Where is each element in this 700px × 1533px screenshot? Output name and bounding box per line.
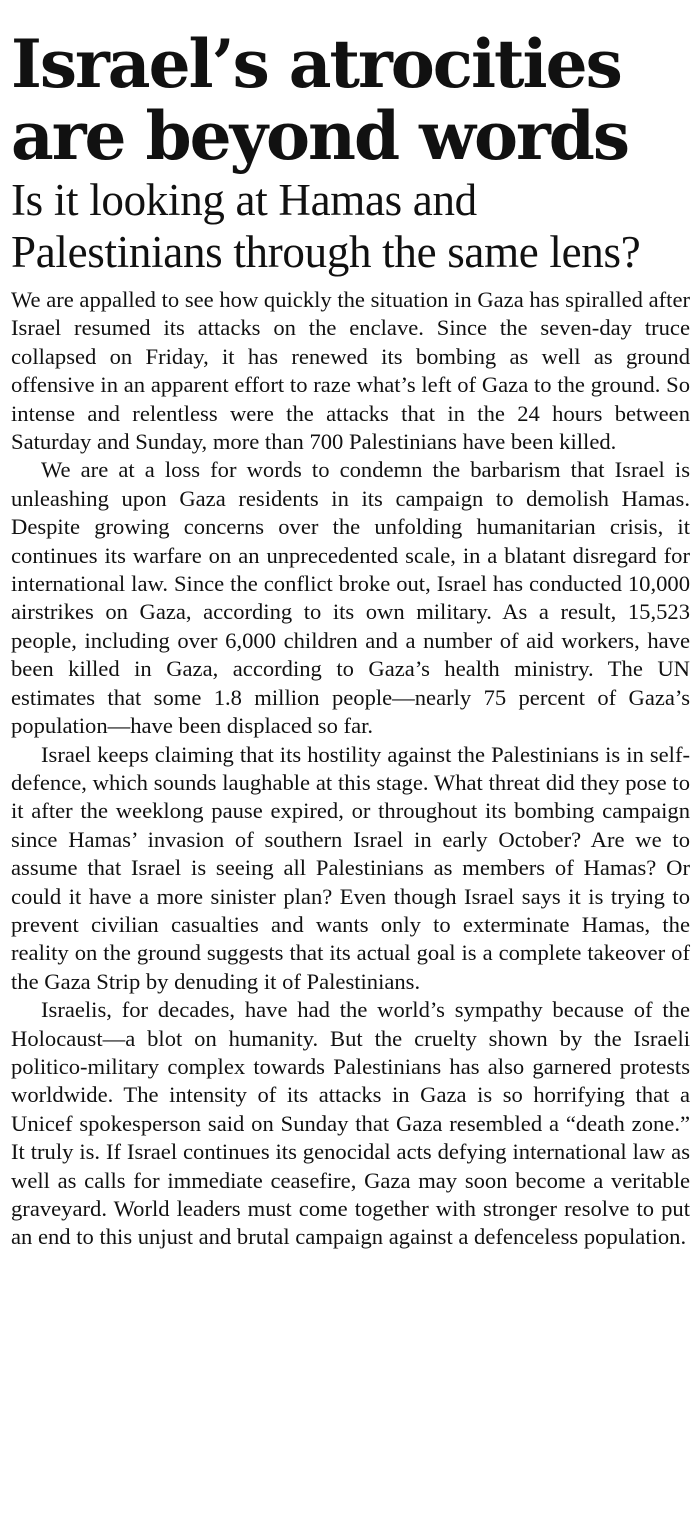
article-body	[11, 286, 690, 1252]
headline: Israel’s atrocities are beyond words	[11, 25, 629, 175]
paragraph-4: Israelis, for decades, have had the world’s sympathy because of the Holocaust—a blot on humanity. But the cruelty shown by the Israeli politico-military complex towards Palestinians has also garnered protests worldwide. The intensity of its attacks in Gaza is so horrifying that a Unicef spokesperson said on Sunday that Gaza resembled a “death zone.” It truly is. If Israel continues its genocidal acts defying international law as well as calls for immediate ceasefire, Gaza may soon become a veritable graveyard. World leaders must come together with stronger resolve to put an end to this unjust and brutal campaign against a defenceless population.	[11, 997, 690, 1250]
paragraph-3: Israel keeps claiming that its hostility against the Palestinians is in self-defence, which sounds laughable at this stage. What threat did they pose to it after the weeklong pause expired, or throughout its bombing campaign since Hamas’ invasion of southern Israel in early October? Are we to assume that Israel is seeing all Palestinians as members of Hamas? Or could it have a more sinister plan? Even though Israel says it is trying to prevent civilian casualties and wants only to exterminate Hamas, the reality on the ground suggests that its actual goal is a complete takeover of the Gaza Strip by denuding it of Palestinians.	[11, 741, 690, 994]
paragraph-2: We are at a loss for words to condemn the barbarism that Israel is unleashing upon Gaza residents in its campaign to demolish Hamas. Despite growing concerns over the unfolding humanitarian crisis, it continues its warfare on an unprecedented scale, in a blatant disregard for international law. Since the conflict broke out, Israel has conducted 10,000 airstrikes on Gaza, according to its own military. As a result, 15,523 people, including over 6,000 children and a number of aid workers, have been killed in Gaza, according to Gaza’s health ministry. The UN estimates that some 1.8 million people—nearly 75 percent of Gaza’s population—have been displaced so far.	[11, 457, 690, 739]
subheadline: Is it looking at Hamas and Palestinians through the same lens?	[11, 175, 641, 277]
paragraph-1: We are appalled to see how quickly the situation in Gaza has spiralled after Israel resumed its attacks on the enclave. Since the seven-day truce collapsed on Friday, it has renewed its bombing as well as ground offensive in an apparent effort to raze what’s left of Gaza to the ground. So intense and relentless were the attacks that in the 24 hours between Saturday and Sunday, more than 700 Palestinians have been killed.	[11, 287, 690, 455]
